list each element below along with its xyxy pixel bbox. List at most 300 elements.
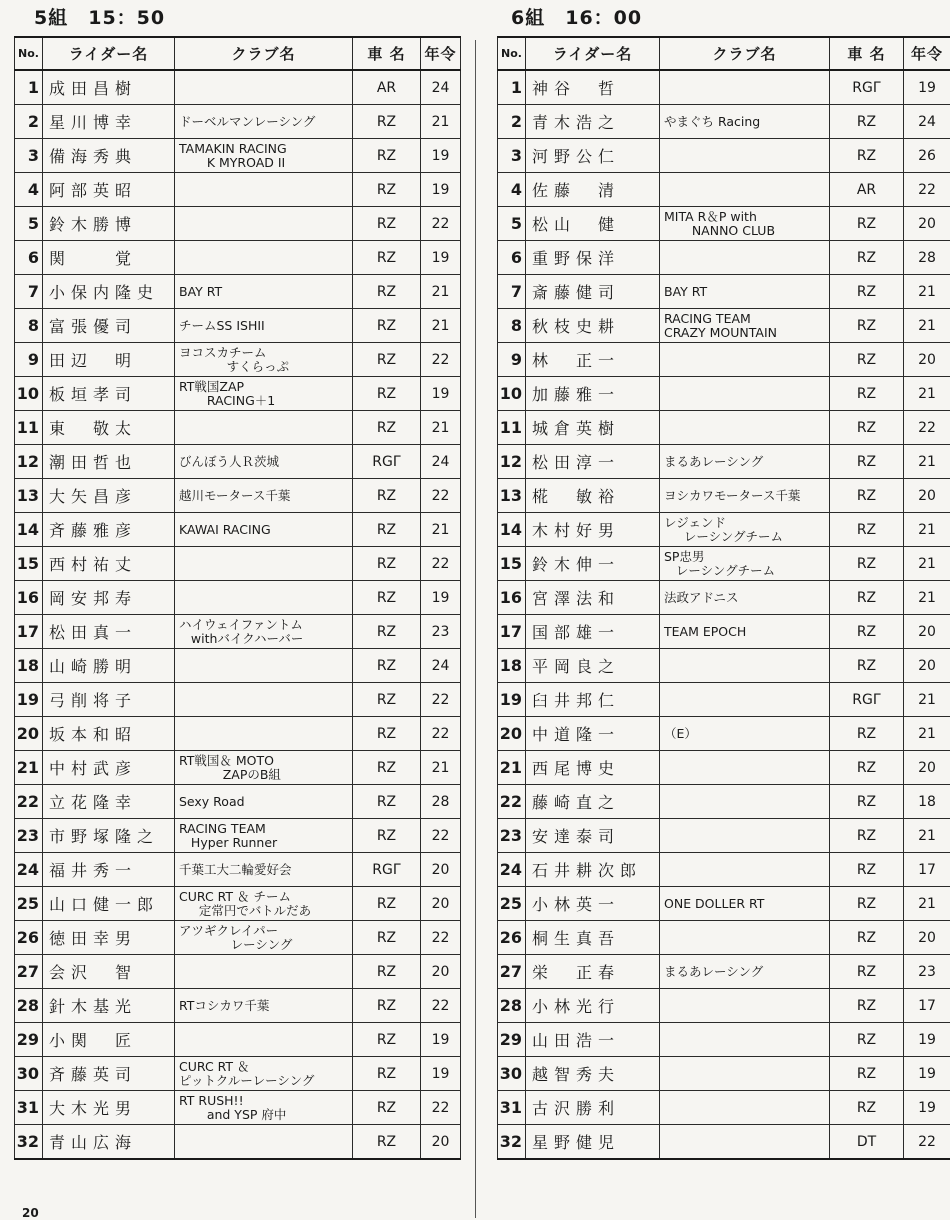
table-body bbox=[15, 70, 461, 1159]
table-row bbox=[15, 649, 461, 683]
club-name: TAMAKIN RACING K MYROAD II bbox=[175, 139, 353, 173]
table-row bbox=[498, 887, 950, 921]
group-5 bbox=[14, 0, 460, 1160]
rider-name: 小林光行 bbox=[526, 989, 660, 1023]
row-number: 23 bbox=[498, 819, 526, 853]
rider-name: 越智秀夫 bbox=[526, 1057, 660, 1091]
rider-age: 22 bbox=[421, 989, 461, 1023]
bike-model: AR bbox=[830, 173, 904, 207]
rider-name: 木村好男 bbox=[526, 513, 660, 547]
rider-age: 21 bbox=[421, 105, 461, 139]
rider-name: 坂本和昭 bbox=[43, 717, 175, 751]
bike-model: RZ bbox=[353, 275, 421, 309]
rider-age: 24 bbox=[421, 70, 461, 105]
club-name: RT戦国＆ MOTO ZAPのB組 bbox=[175, 751, 353, 785]
row-number: 1 bbox=[498, 70, 526, 105]
rider-name: 潮田哲也 bbox=[43, 445, 175, 479]
rider-age: 21 bbox=[904, 377, 950, 411]
rider-name: 斉藤英司 bbox=[43, 1057, 175, 1091]
rider-age: 21 bbox=[904, 513, 950, 547]
club-name: ヨコスカチーム すくらっぷ bbox=[175, 343, 353, 377]
bike-model: RZ bbox=[353, 343, 421, 377]
table-row bbox=[498, 547, 950, 581]
club-name bbox=[660, 411, 830, 445]
bike-model: DT bbox=[830, 1125, 904, 1160]
club-name: ヨシカワモータース千葉 bbox=[660, 479, 830, 513]
bike-model: RZ bbox=[353, 513, 421, 547]
row-number: 7 bbox=[498, 275, 526, 309]
row-number: 3 bbox=[498, 139, 526, 173]
bike-model: RZ bbox=[830, 989, 904, 1023]
group-6 bbox=[497, 0, 950, 1160]
rider-name: 会沢 智 bbox=[43, 955, 175, 989]
table-row bbox=[15, 853, 461, 887]
row-number: 20 bbox=[15, 717, 43, 751]
club-name: SP忠男 レーシングチーム bbox=[660, 547, 830, 581]
bike-model: RZ bbox=[353, 479, 421, 513]
table-row bbox=[15, 377, 461, 411]
bike-model: RZ bbox=[830, 309, 904, 343]
rider-name: 加藤雅一 bbox=[526, 377, 660, 411]
bike-model: RZ bbox=[830, 1023, 904, 1057]
row-number: 6 bbox=[15, 241, 43, 275]
row-number: 19 bbox=[498, 683, 526, 717]
rider-name: 椛 敏裕 bbox=[526, 479, 660, 513]
club-name: やまぐち Racing bbox=[660, 105, 830, 139]
row-number: 18 bbox=[15, 649, 43, 683]
club-name bbox=[660, 1023, 830, 1057]
bike-model: RZ bbox=[353, 1057, 421, 1091]
bike-model: RZ bbox=[830, 853, 904, 887]
rider-age: 21 bbox=[904, 887, 950, 921]
table-body bbox=[498, 70, 950, 1159]
row-number: 27 bbox=[498, 955, 526, 989]
rider-name: 市野塚隆之 bbox=[43, 819, 175, 853]
rider-name: 関 覚 bbox=[43, 241, 175, 275]
club-name: KAWAI RACING bbox=[175, 513, 353, 547]
club-name: CURC RT ＆ ピットクルーレーシング bbox=[175, 1057, 353, 1091]
header-club: クラブ名 bbox=[660, 37, 830, 70]
rider-age: 21 bbox=[421, 513, 461, 547]
rider-name: 針木基光 bbox=[43, 989, 175, 1023]
row-number: 4 bbox=[498, 173, 526, 207]
bike-model: RZ bbox=[830, 1057, 904, 1091]
club-name: （E） bbox=[660, 717, 830, 751]
rider-name: 星野健児 bbox=[526, 1125, 660, 1160]
club-name bbox=[660, 343, 830, 377]
row-number: 3 bbox=[15, 139, 43, 173]
row-number: 12 bbox=[498, 445, 526, 479]
table-row bbox=[498, 581, 950, 615]
rider-name: 成田昌樹 bbox=[43, 70, 175, 105]
bike-model: RZ bbox=[830, 751, 904, 785]
club-name: 法政アドニス bbox=[660, 581, 830, 615]
club-name bbox=[660, 853, 830, 887]
table-row bbox=[15, 173, 461, 207]
row-number: 14 bbox=[498, 513, 526, 547]
table-row bbox=[15, 581, 461, 615]
bike-model: RZ bbox=[353, 241, 421, 275]
rider-age: 22 bbox=[904, 1125, 950, 1160]
club-name bbox=[660, 1057, 830, 1091]
rider-age: 20 bbox=[421, 887, 461, 921]
club-name: RT戦国ZAP RACING＋1 bbox=[175, 377, 353, 411]
row-number: 30 bbox=[498, 1057, 526, 1091]
club-name bbox=[660, 989, 830, 1023]
rider-table bbox=[14, 36, 461, 1160]
bike-model: RZ bbox=[353, 887, 421, 921]
rider-age: 20 bbox=[421, 1125, 461, 1160]
rider-name: 河野公仁 bbox=[526, 139, 660, 173]
table-row bbox=[498, 309, 950, 343]
rider-age: 20 bbox=[904, 649, 950, 683]
rider-age: 24 bbox=[421, 445, 461, 479]
club-name: レジェンド レーシングチーム bbox=[660, 513, 830, 547]
rider-name: 小関 匠 bbox=[43, 1023, 175, 1057]
club-name: 越川モータース千葉 bbox=[175, 479, 353, 513]
rider-age: 19 bbox=[421, 1023, 461, 1057]
table-row bbox=[498, 70, 950, 105]
rider-name: 西尾博史 bbox=[526, 751, 660, 785]
rider-name: 神谷 哲 bbox=[526, 70, 660, 105]
rider-age: 19 bbox=[904, 1057, 950, 1091]
rider-name: 重野保洋 bbox=[526, 241, 660, 275]
row-number: 12 bbox=[15, 445, 43, 479]
row-number: 26 bbox=[15, 921, 43, 955]
table-row bbox=[15, 479, 461, 513]
rider-name: 西村祐丈 bbox=[43, 547, 175, 581]
rider-name: 小林英一 bbox=[526, 887, 660, 921]
rider-age: 22 bbox=[904, 411, 950, 445]
row-number: 18 bbox=[498, 649, 526, 683]
bike-model: RZ bbox=[830, 649, 904, 683]
rider-age: 22 bbox=[421, 921, 461, 955]
rider-age: 19 bbox=[904, 70, 950, 105]
club-name: Sexy Road bbox=[175, 785, 353, 819]
rider-name: 弓削将子 bbox=[43, 683, 175, 717]
rider-name: 立花隆幸 bbox=[43, 785, 175, 819]
row-number: 8 bbox=[15, 309, 43, 343]
rider-age: 26 bbox=[904, 139, 950, 173]
bike-model: RZ bbox=[830, 921, 904, 955]
rider-name: 富張優司 bbox=[43, 309, 175, 343]
row-number: 14 bbox=[15, 513, 43, 547]
table-row bbox=[15, 547, 461, 581]
row-number: 2 bbox=[15, 105, 43, 139]
bike-model: RZ bbox=[353, 547, 421, 581]
header-rider: ライダー名 bbox=[43, 37, 175, 70]
table-row bbox=[15, 921, 461, 955]
row-number: 27 bbox=[15, 955, 43, 989]
bike-model: RZ bbox=[830, 581, 904, 615]
row-number: 13 bbox=[498, 479, 526, 513]
row-number: 1 bbox=[15, 70, 43, 105]
table-row bbox=[498, 1091, 950, 1125]
page-number: 20 bbox=[22, 1206, 39, 1220]
rider-name: 福井秀一 bbox=[43, 853, 175, 887]
row-number: 10 bbox=[15, 377, 43, 411]
rider-name: 松田真一 bbox=[43, 615, 175, 649]
rider-age: 22 bbox=[421, 683, 461, 717]
rider-age: 22 bbox=[421, 479, 461, 513]
rider-name: 青山広海 bbox=[43, 1125, 175, 1160]
table-row bbox=[498, 139, 950, 173]
rider-age: 22 bbox=[421, 547, 461, 581]
rider-age: 21 bbox=[904, 309, 950, 343]
rider-name: 斎藤健司 bbox=[526, 275, 660, 309]
club-name bbox=[175, 207, 353, 241]
row-number: 23 bbox=[15, 819, 43, 853]
rider-age: 19 bbox=[421, 173, 461, 207]
club-name: BAY RT bbox=[660, 275, 830, 309]
table-row bbox=[15, 309, 461, 343]
table-row bbox=[15, 275, 461, 309]
club-name bbox=[660, 649, 830, 683]
table-row bbox=[498, 275, 950, 309]
table-row bbox=[498, 819, 950, 853]
table-row bbox=[15, 785, 461, 819]
club-name bbox=[660, 241, 830, 275]
rider-age: 22 bbox=[421, 717, 461, 751]
row-number: 6 bbox=[498, 241, 526, 275]
club-name: ONE DOLLER RT bbox=[660, 887, 830, 921]
rider-name: 古沢勝利 bbox=[526, 1091, 660, 1125]
table-row bbox=[15, 717, 461, 751]
row-number: 31 bbox=[498, 1091, 526, 1125]
bike-model: RZ bbox=[830, 887, 904, 921]
rider-age: 20 bbox=[904, 343, 950, 377]
table-row bbox=[15, 887, 461, 921]
column-divider bbox=[475, 40, 476, 1218]
table-row bbox=[498, 241, 950, 275]
bike-model: RZ bbox=[830, 955, 904, 989]
rider-name: 徳田幸男 bbox=[43, 921, 175, 955]
rider-age: 21 bbox=[421, 751, 461, 785]
header-bike: 車 名 bbox=[830, 37, 904, 70]
rider-name: 城倉英樹 bbox=[526, 411, 660, 445]
table-row bbox=[498, 649, 950, 683]
club-name bbox=[660, 785, 830, 819]
table-row bbox=[15, 105, 461, 139]
rider-age: 28 bbox=[421, 785, 461, 819]
row-number: 17 bbox=[498, 615, 526, 649]
row-number: 16 bbox=[15, 581, 43, 615]
row-number: 11 bbox=[498, 411, 526, 445]
club-name bbox=[175, 649, 353, 683]
club-name bbox=[175, 173, 353, 207]
bike-model: RZ bbox=[353, 615, 421, 649]
table-row bbox=[498, 377, 950, 411]
row-number: 22 bbox=[498, 785, 526, 819]
bike-model: RZ bbox=[353, 139, 421, 173]
rider-age: 24 bbox=[904, 105, 950, 139]
club-name bbox=[175, 411, 353, 445]
rider-age: 24 bbox=[421, 649, 461, 683]
rider-name: 斉藤雅彦 bbox=[43, 513, 175, 547]
rider-name: 山田浩一 bbox=[526, 1023, 660, 1057]
table-row bbox=[498, 853, 950, 887]
rider-name: 小保内隆史 bbox=[43, 275, 175, 309]
row-number: 22 bbox=[15, 785, 43, 819]
table-row bbox=[498, 1023, 950, 1057]
bike-model: RZ bbox=[830, 139, 904, 173]
table-row bbox=[15, 683, 461, 717]
bike-model: RZ bbox=[353, 683, 421, 717]
rider-name: 大木光男 bbox=[43, 1091, 175, 1125]
bike-model: RZ bbox=[353, 649, 421, 683]
row-number: 20 bbox=[498, 717, 526, 751]
row-number: 30 bbox=[15, 1057, 43, 1091]
table-row bbox=[498, 445, 950, 479]
rider-name: 松山 健 bbox=[526, 207, 660, 241]
header-age: 年令 bbox=[421, 37, 461, 70]
row-number: 21 bbox=[15, 751, 43, 785]
row-number: 13 bbox=[15, 479, 43, 513]
club-name bbox=[660, 921, 830, 955]
row-number: 10 bbox=[498, 377, 526, 411]
rider-name: 鈴木勝博 bbox=[43, 207, 175, 241]
rider-age: 21 bbox=[904, 819, 950, 853]
bike-model: RZ bbox=[353, 785, 421, 819]
club-name: チームSS ISHII bbox=[175, 309, 353, 343]
header-no: No. bbox=[15, 37, 43, 70]
club-name bbox=[175, 1125, 353, 1160]
table-row bbox=[15, 615, 461, 649]
table-row bbox=[15, 955, 461, 989]
rider-name: 林 正一 bbox=[526, 343, 660, 377]
bike-model: RZ bbox=[830, 1091, 904, 1125]
rider-age: 20 bbox=[421, 955, 461, 989]
club-name: BAY RT bbox=[175, 275, 353, 309]
rider-age: 21 bbox=[904, 275, 950, 309]
club-name bbox=[660, 1091, 830, 1125]
bike-model: RZ bbox=[830, 105, 904, 139]
club-name bbox=[175, 717, 353, 751]
bike-model: RZ bbox=[353, 955, 421, 989]
header-club: クラブ名 bbox=[175, 37, 353, 70]
row-number: 5 bbox=[498, 207, 526, 241]
row-number: 7 bbox=[15, 275, 43, 309]
club-name: RT RUSH!! and YSP 府中 bbox=[175, 1091, 353, 1125]
bike-model: RZ bbox=[830, 615, 904, 649]
table-row bbox=[15, 1091, 461, 1125]
row-number: 24 bbox=[498, 853, 526, 887]
rider-name: 中村武彦 bbox=[43, 751, 175, 785]
row-number: 9 bbox=[498, 343, 526, 377]
club-name: TEAM EPOCH bbox=[660, 615, 830, 649]
rider-name: 山崎勝明 bbox=[43, 649, 175, 683]
header-rider: ライダー名 bbox=[526, 37, 660, 70]
club-name: びんぼう人Ｒ茨城 bbox=[175, 445, 353, 479]
rider-name: 藤崎直之 bbox=[526, 785, 660, 819]
header-bike: 車 名 bbox=[353, 37, 421, 70]
table-row bbox=[498, 343, 950, 377]
rider-name: 青木浩之 bbox=[526, 105, 660, 139]
club-name bbox=[660, 377, 830, 411]
bike-model: RZ bbox=[353, 1091, 421, 1125]
table-row bbox=[15, 819, 461, 853]
row-number: 11 bbox=[15, 411, 43, 445]
rider-age: 20 bbox=[904, 921, 950, 955]
rider-name: 阿部英昭 bbox=[43, 173, 175, 207]
rider-age: 20 bbox=[421, 853, 461, 887]
rider-name: 国部雄一 bbox=[526, 615, 660, 649]
rider-age: 21 bbox=[904, 547, 950, 581]
table-row bbox=[498, 921, 950, 955]
rider-age: 21 bbox=[904, 581, 950, 615]
rider-name: 松田淳一 bbox=[526, 445, 660, 479]
bike-model: RZ bbox=[830, 819, 904, 853]
table-row bbox=[15, 1023, 461, 1057]
bike-model: RGΓ bbox=[830, 70, 904, 105]
table-row bbox=[15, 139, 461, 173]
table-row bbox=[498, 751, 950, 785]
bike-model: RZ bbox=[830, 275, 904, 309]
bike-model: RZ bbox=[353, 1023, 421, 1057]
table-row bbox=[498, 207, 950, 241]
bike-model: RGΓ bbox=[830, 683, 904, 717]
table-row bbox=[498, 105, 950, 139]
rider-table bbox=[497, 36, 950, 1160]
row-number: 25 bbox=[498, 887, 526, 921]
bike-model: RZ bbox=[353, 105, 421, 139]
club-name bbox=[175, 1023, 353, 1057]
row-number: 16 bbox=[498, 581, 526, 615]
rider-age: 22 bbox=[421, 343, 461, 377]
row-number: 28 bbox=[15, 989, 43, 1023]
bike-model: RZ bbox=[353, 819, 421, 853]
rider-name: 石井耕次郎 bbox=[526, 853, 660, 887]
table-row bbox=[15, 445, 461, 479]
row-number: 24 bbox=[15, 853, 43, 887]
rider-name: 岡安邦寿 bbox=[43, 581, 175, 615]
rider-name: 星川博幸 bbox=[43, 105, 175, 139]
table-row bbox=[498, 785, 950, 819]
bike-model: RZ bbox=[830, 377, 904, 411]
rider-age: 21 bbox=[904, 683, 950, 717]
club-name: アツギクレイパー レーシング bbox=[175, 921, 353, 955]
rider-age: 19 bbox=[421, 377, 461, 411]
header-no: No. bbox=[498, 37, 526, 70]
table-row bbox=[498, 989, 950, 1023]
bike-model: RZ bbox=[353, 411, 421, 445]
rider-age: 22 bbox=[421, 1091, 461, 1125]
table-row bbox=[15, 241, 461, 275]
rider-name: 大矢昌彦 bbox=[43, 479, 175, 513]
club-name: RTコシカワ千葉 bbox=[175, 989, 353, 1023]
row-number: 4 bbox=[15, 173, 43, 207]
table-row bbox=[498, 955, 950, 989]
rider-age: 23 bbox=[421, 615, 461, 649]
header-age: 年令 bbox=[904, 37, 950, 70]
table-row bbox=[15, 751, 461, 785]
table-header-row bbox=[498, 37, 950, 70]
bike-model: RZ bbox=[353, 581, 421, 615]
bike-model: RGΓ bbox=[353, 853, 421, 887]
bike-model: RZ bbox=[830, 207, 904, 241]
rider-age: 20 bbox=[904, 207, 950, 241]
group-title: 6組 16：00 bbox=[497, 0, 950, 36]
club-name bbox=[175, 581, 353, 615]
row-number: 29 bbox=[15, 1023, 43, 1057]
bike-model: RZ bbox=[353, 1125, 421, 1160]
rider-name: 備海秀典 bbox=[43, 139, 175, 173]
club-name bbox=[660, 139, 830, 173]
row-number: 29 bbox=[498, 1023, 526, 1057]
rider-age: 20 bbox=[904, 615, 950, 649]
club-name bbox=[660, 1125, 830, 1160]
club-name bbox=[175, 547, 353, 581]
